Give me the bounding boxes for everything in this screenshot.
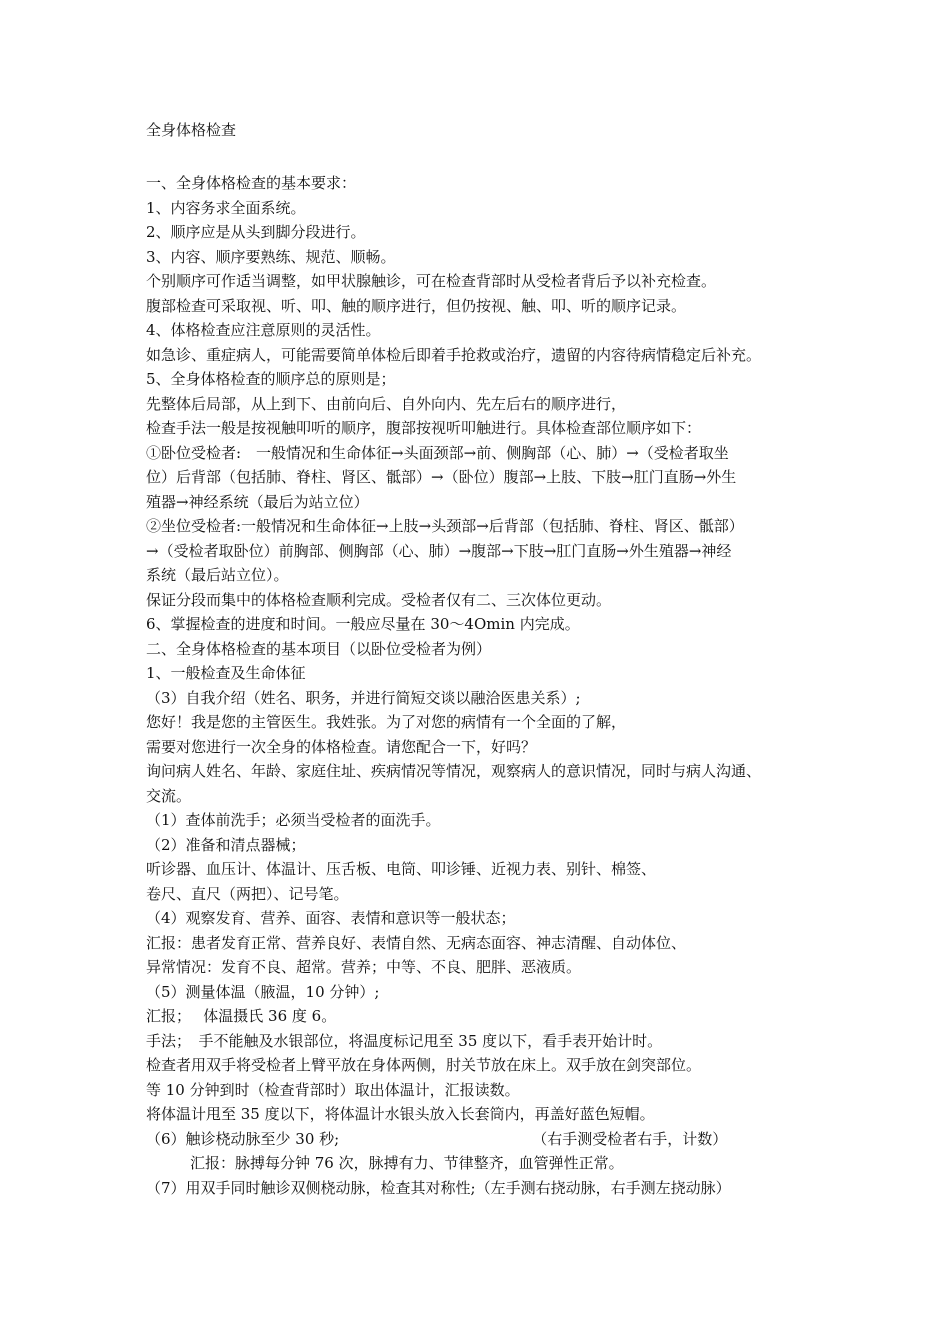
- text-line: 一、全身体格检查的基本要求：: [146, 174, 357, 192]
- spacer: [146, 142, 826, 171]
- text-line: 6、掌握检查的进度和时间。一般应尽量在 30～4Omin 内完成。: [146, 615, 580, 633]
- text-line: ①卧位受检者: 一般情况和生命体征→头面颈部→前、侧胸部（心、肺）→（受检者取坐: [146, 443, 729, 462]
- text-line: 您好！我是您的主管医生。我姓张。为了对您的病情有一个全面的了解，: [146, 713, 627, 731]
- text-line: （3）自我介绍（姓名、职务，并进行简短交谈以融洽医患关系）;: [146, 688, 581, 707]
- text-line: 异常情况：发育不良、超常。营养；中等、不良、肥胖、恶液质。: [146, 958, 582, 976]
- text-line: 等 10 分钟到时（检查背部时）取出体温计，汇报读数。: [146, 1080, 520, 1099]
- text-line: 汇报：患者发育正常、营养良好、表情自然、无病态面容、神志清醒、自动体位、: [146, 933, 687, 952]
- tab-gap: [339, 1127, 532, 1152]
- text-line: 听诊器、血压计、体温计、压舌板、电筒、叩诊锤、近视力表、别针、棉签、: [146, 860, 657, 878]
- text-line: 检查者用双手将受检者上臂平放在身体两侧，肘关节放在床上。双手放在剑突部位。: [146, 1056, 702, 1074]
- text-line: 手法； 手不能触及水银部位，将温度标记甩至 35 度以下，看手表开始计时。: [146, 1031, 663, 1050]
- text-line: 卷尺、直尺（两把）、记号笔。: [146, 884, 349, 903]
- text-line: 3、内容、顺序要熟练、规范、顺畅。: [146, 247, 396, 266]
- text-line: →（受检者取卧位）前胸部、侧胸部（心、肺）→腹部→下肢→肛门直肠→外生殖器→神经: [146, 541, 732, 560]
- text-line: 2、顺序应是从头到脚分段进行。: [146, 223, 366, 241]
- text-line: 检查手法一般是按视触叩听的顺序，腹部按视听叩触进行。具体检查部位顺序如下：: [146, 419, 702, 437]
- text-line: 如急诊、重症病人，可能需要简单体检后即着手抢救或治疗，遗留的内容待病情稳定后补充。: [146, 345, 762, 364]
- text-line: （2）准备和清点器械；: [146, 835, 306, 854]
- text-line: 保证分段而集中的体格检查顺利完成。受检者仅有二、三次体位更动。: [146, 590, 612, 609]
- pulse-report: 汇报：脉搏每分钟 76 次，脉搏有力、节律整齐，血管弹性正常。: [190, 1154, 624, 1172]
- text-line: （4）观察发育、营养、面容、表情和意识等一般状态；: [146, 909, 516, 927]
- text-line: 询问病人姓名、年龄、家庭住址、疾病情况等情况，观察病人的意识情况，同时与病人沟通、: [146, 762, 762, 780]
- pulse-line: [146, 1127, 826, 1152]
- text-line: 4、体格检查应注意原则的灵活性。: [146, 321, 381, 339]
- document-title: 全身体格检查: [146, 121, 237, 139]
- pulse-line-right: （右手测受检者右手，计数）: [532, 1129, 728, 1148]
- text-line: 腹部检查可采取视、听、叩、触的顺序进行，但仍按视、触、叩、听的顺序记录。: [146, 296, 687, 315]
- text-line: 汇报； 体温摄氏 36 度 6。: [146, 1007, 337, 1025]
- text-line: 个别顺序可作适当调整，如甲状腺触诊，可在检查背部时从受检者背后予以补充检查。: [146, 272, 717, 290]
- pulse-line-left: （6）触诊桡动脉至少 30 秒;: [146, 1129, 340, 1148]
- text-line: 先整体后局部，从上到下、由前向后、自外向内、先左后右的顺序进行，: [146, 394, 627, 413]
- text-line: （1）查体前洗手；必须当受检者的面洗手。: [146, 811, 441, 829]
- text-line: 殖器→神经系统（最后为站立位）: [146, 492, 369, 511]
- text-line: 5、全身体格检查的顺序总的原则是；: [146, 370, 396, 388]
- text-line: （5）测量体温（腋温，10 分钟）;: [146, 982, 380, 1001]
- text-line: 1、一般检查及生命体征: [146, 664, 306, 682]
- last-line: （7）用双手同时触诊双侧桡动脉，检查其对称性;（左手测右挠动脉，右手测左挠动脉）: [146, 1178, 731, 1197]
- document-page: [146, 118, 826, 1200]
- text-line: 1、内容务求全面系统。: [146, 198, 306, 217]
- document-body: [146, 171, 826, 1127]
- text-line: 系统（最后站立位）。: [146, 566, 289, 584]
- text-line: 位）后背部（包括肺、脊柱、肾区、骶部）→（卧位）腹部→上肢、下肢→肛门直肠→外生: [146, 468, 737, 486]
- text-line: ②坐位受检者:一般情况和生命体征→上肢→头颈部→后背部（包括肺、脊柱、肾区、骶部）: [146, 517, 744, 535]
- text-line: 将体温计甩至 35 度以下，将体温计水银头放入长套筒内，再盖好蓝色短帽。: [146, 1105, 655, 1123]
- text-line: 交流。: [146, 786, 192, 805]
- text-line: 需要对您进行一次全身的体格检查。请您配合一下，好吗？: [146, 737, 537, 756]
- text-line: 二、全身体格检查的基本项目（以卧位受检者为例）: [146, 639, 492, 658]
